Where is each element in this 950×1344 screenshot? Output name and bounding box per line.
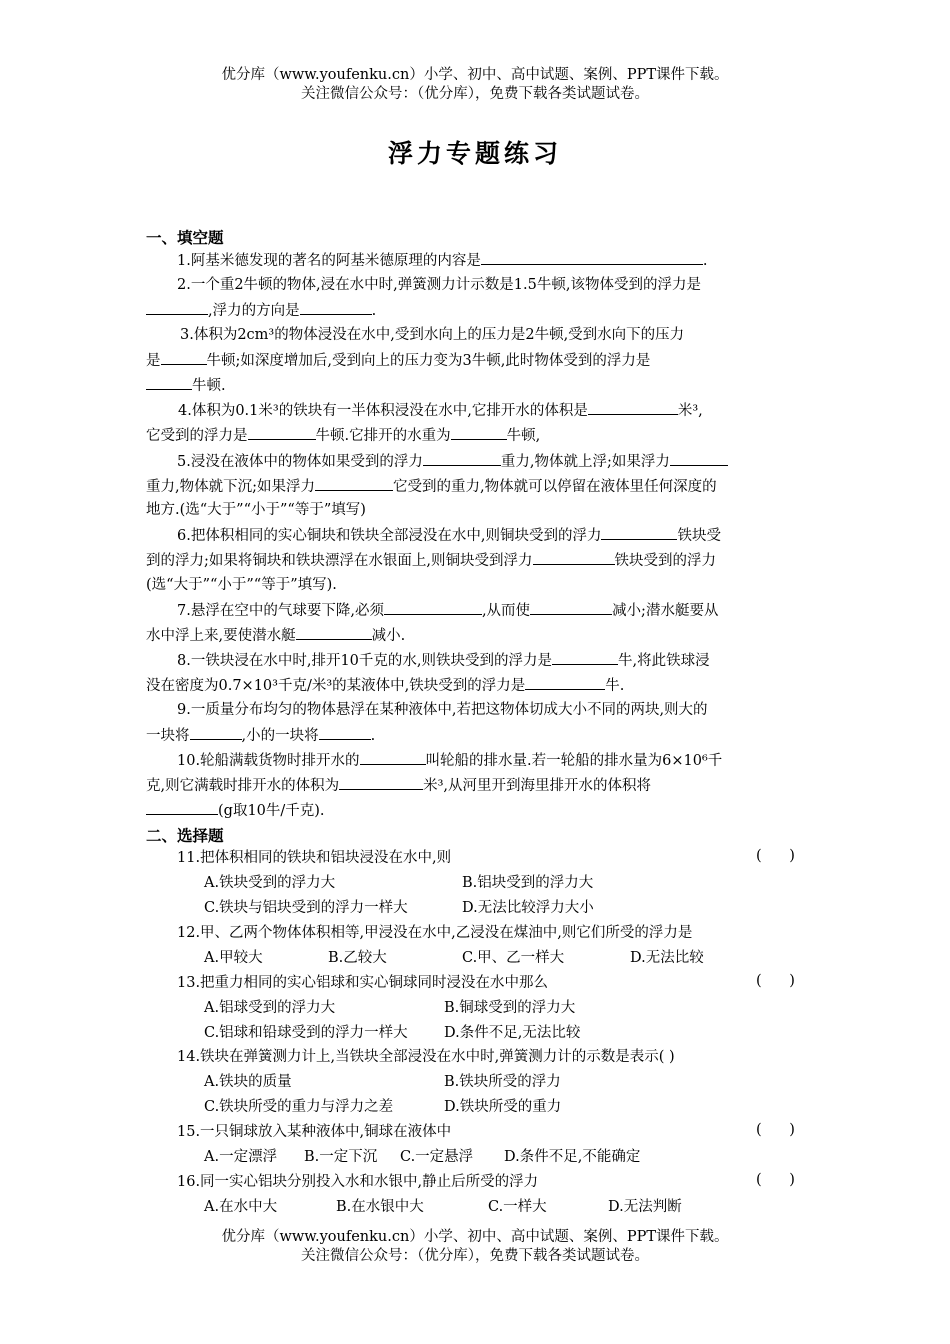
answer-blank[interactable] [300,300,372,315]
question-8-cont [146,675,806,696]
question-2-text: 2.一个重2牛顿的物体,浸在水中时,弹簧测力计示数是1.5牛顿,该物体受到的浮力是 [177,277,701,293]
option-15-b[interactable]: B.一定下沉 [304,1149,378,1165]
question-1-text: 1.阿基米德发现的著名的阿基米德原理的内容是 [177,253,481,269]
answer-blank[interactable] [384,600,482,615]
option-12-d[interactable]: D.无法比较 [630,950,704,966]
section-choice-heading: 二、选择题 [146,827,224,845]
question-14: 14.铁块在弹簧测力计上,当铁块全部浸没在水中时,弹簧测力计的示数是表示( ) [177,1049,675,1065]
question-10-cont [146,775,806,796]
question-4 [178,400,703,421]
question-6-text-c: (选“大于”“小于”“等于”填写). [146,577,337,593]
answer-blank[interactable] [552,650,618,665]
question-7-text: 7.悬浮在空中的气球要下降,必须 [177,603,384,619]
question-9-text-b3: . [370,728,376,744]
option-12-c[interactable]: C.甲、乙一样大 [462,950,565,966]
option-11-c[interactable]: C.铁块与铝块受到的浮力一样大 [204,900,408,916]
question-5-end [146,500,806,520]
page-header-line-1: 优分库（www.youfenku.cn）小学、初中、高中试题、案例、PPT课件下载。 [221,67,729,83]
question-6-text-b1: 到的浮力;如果将铜块和铁块漂浮在水银面上,则铜块受到浮力 [146,553,533,569]
question-6-end [146,575,806,595]
question-6-text-b2: 铁块受到的浮力 [614,553,716,569]
question-4-text-a2: 米³, [677,403,703,419]
question-10 [177,750,722,771]
page-footer-line-2: 关注微信公众号：（优分库），免费下载各类试题试卷。 [301,1248,649,1264]
question-9 [177,700,708,720]
question-4-text-b1: 它受到的浮力是 [146,428,248,444]
question-7-text-b2: 减小. [371,628,406,644]
answer-blank[interactable] [360,750,426,765]
question-12: 12.甲、乙两个物体体积相等,甲浸没在水中,乙浸没在煤油中,则它们所受的浮力是 [177,925,693,941]
answer-blank[interactable] [319,725,371,740]
question-16: 16.同一实心铝块分别投入水和水银中,静止后所受的浮力 [177,1174,539,1190]
answer-blank[interactable] [530,600,612,615]
option-12-a[interactable]: A.甲较大 [204,950,263,966]
answer-blank[interactable] [423,451,501,466]
question-6 [177,525,721,546]
question-8-text-b1: 没在密度为0.7×10³千克/米³的某液体中,铁块受到的浮力是 [146,678,526,694]
question-4-text: 4.体积为0.1米³的铁块有一半体积浸没在水中,它排开水的体积是 [178,403,588,419]
option-11-d[interactable]: D.无法比较浮力大小 [462,900,594,916]
option-14-a[interactable]: A.铁块的质量 [204,1074,292,1090]
option-14-c[interactable]: C.铁块所受的重力与浮力之差 [204,1099,394,1115]
answer-paren[interactable]: ( ) [756,848,795,864]
question-4-cont [146,425,806,446]
question-10-text-a2: 叫轮船的排水量.若一轮船的排水量为6×10⁶千 [425,753,723,769]
answer-paren[interactable]: ( ) [756,1122,795,1138]
question-3-text: 3.体积为2cm³的物体浸没在水中,受到水向上的压力是2牛顿,受到水向下的压力 [180,327,685,343]
question-2 [177,275,701,295]
answer-blank[interactable] [146,375,192,390]
answer-blank[interactable] [248,425,316,440]
question-5-text: 5.浸没在液体中的物体如果受到的浮力 [177,454,423,470]
question-9-text-b1: 一块将 [146,728,190,744]
question-4-text-b2: 牛顿.它排开的水重为 [315,428,451,444]
question-3-text-b1: 是 [146,353,161,369]
question-7-cont [146,625,806,646]
page-header-line-2: 关注微信公众号：（优分库），免费下载各类试题试卷。 [301,86,649,102]
option-16-b[interactable]: B.在水银中大 [336,1199,424,1215]
question-9-text-b2: ,小的一块将 [241,728,319,744]
question-8-text-b2: 牛. [605,678,625,694]
answer-blank[interactable] [451,425,507,440]
question-8-text-a2: 牛,将此铁球浸 [618,653,710,669]
answer-blank[interactable] [588,400,678,415]
question-13: 13.把重力相同的实心铝球和实心铜球同时浸没在水中那么 [177,975,549,991]
option-15-d[interactable]: D.条件不足,不能确定 [504,1149,641,1165]
option-16-c[interactable]: C.一样大 [488,1199,547,1215]
question-5-text-c: 地方.(选“大于”“小于”“等于”填写) [146,502,366,518]
option-13-d[interactable]: D.条件不足,无法比较 [444,1025,581,1041]
option-16-a[interactable]: A.在水中大 [204,1199,278,1215]
answer-blank[interactable] [601,525,677,540]
question-3 [180,325,684,345]
question-1: 1.阿基米德发现的著名的阿基米德原理的内容是 . [177,250,707,271]
question-6-text-a2: 铁块受 [677,528,721,544]
question-10-text-c: (g取10牛/千克). [218,803,325,819]
option-13-a[interactable]: A.铝球受到的浮力大 [204,1000,336,1016]
option-16-d[interactable]: D.无法判断 [608,1199,682,1215]
question-3-end [146,375,806,396]
option-13-b[interactable]: B.铜球受到的浮力大 [444,1000,576,1016]
option-14-d[interactable]: D.铁块所受的重力 [444,1099,562,1115]
question-5-cont [146,476,806,497]
question-2-cont: ,浮力的方向是 . [146,300,806,321]
question-2-text-b: ,浮力的方向是 [208,303,300,319]
question-3-cont [146,350,806,371]
question-5-text-b2: 它受到的重力,物体就可以停留在液体里任何深度的 [393,479,717,495]
page-footer-line-1: 优分库（www.youfenku.cn）小学、初中、高中试题、案例、PPT课件下载。 [221,1229,729,1245]
answer-blank[interactable] [190,725,242,740]
option-11-b[interactable]: B.铝块受到的浮力大 [462,875,594,891]
answer-blank[interactable] [525,675,605,690]
answer-blank[interactable] [481,250,703,265]
answer-paren[interactable]: ( ) [756,973,795,989]
question-5 [177,451,728,472]
answer-blank[interactable] [315,476,393,491]
option-13-c[interactable]: C.铝球和铅球受到的浮力一样大 [204,1025,408,1041]
question-5-text-b1: 重力,物体就下沉;如果浮力 [146,479,315,495]
question-9-text: 9.一质量分布均匀的物体悬浮在某种液体中,若把这物体切成大小不同的两块,则大的 [177,702,708,718]
option-12-b[interactable]: B.乙较大 [328,950,387,966]
question-7-text-b1: 水中浮上来,要使潜水艇 [146,628,296,644]
question-7-text-a2: ,从而使 [481,603,531,619]
option-15-a[interactable]: A.一定漂浮 [204,1149,278,1165]
answer-blank[interactable] [670,451,728,466]
question-10-text-b2: 米³,从河里开到海里排开水的体积将 [423,778,652,794]
section-fill-blank-heading: 一、填空题 [146,229,224,247]
answer-blank[interactable] [296,625,372,640]
answer-paren[interactable]: ( ) [756,1172,795,1188]
question-5-text-a2: 重力,物体就上浮;如果浮力 [500,454,670,470]
question-3-text-b2: 牛顿;如深度增加后,受到向上的压力变为3牛顿,此时物体受到的浮力是 [206,353,651,369]
question-3-text-c: 牛顿. [192,378,226,394]
option-15-c[interactable]: C.一定悬浮 [400,1149,474,1165]
page-title: 浮力专题练习 [387,139,562,168]
question-6-text: 6.把体积相同的实心铜块和铁块全部浸没在水中,则铜块受到的浮力 [177,528,602,544]
answer-blank[interactable] [161,350,207,365]
answer-blank[interactable] [339,775,423,790]
question-10-text: 10.轮船满载货物时排开水的 [177,753,360,769]
question-7 [177,600,718,621]
question-6-cont [146,550,806,571]
question-15: 15.一只铜球放入某种液体中,铜球在液体中 [177,1124,452,1140]
question-7-text-a3: 减小;潜水艇要从 [612,603,719,619]
answer-blank[interactable] [146,300,208,315]
question-8-text: 8.一铁块浸在水中时,排开10千克的水,则铁块受到的浮力是 [177,653,553,669]
question-10-text-b1: 克,则它满载时排开水的体积为 [146,778,340,794]
question-10-end [146,800,806,821]
question-9-cont [146,725,806,746]
question-4-text-b3: 牛顿, [506,428,541,444]
question-11: 11.把体积相同的铁块和铝块浸没在水中,则 [177,850,452,866]
answer-blank[interactable] [533,550,615,565]
option-11-a[interactable]: A.铁块受到的浮力大 [204,875,336,891]
answer-blank[interactable] [146,800,218,815]
question-8 [177,650,710,671]
option-14-b[interactable]: B.铁块所受的浮力 [444,1074,561,1090]
